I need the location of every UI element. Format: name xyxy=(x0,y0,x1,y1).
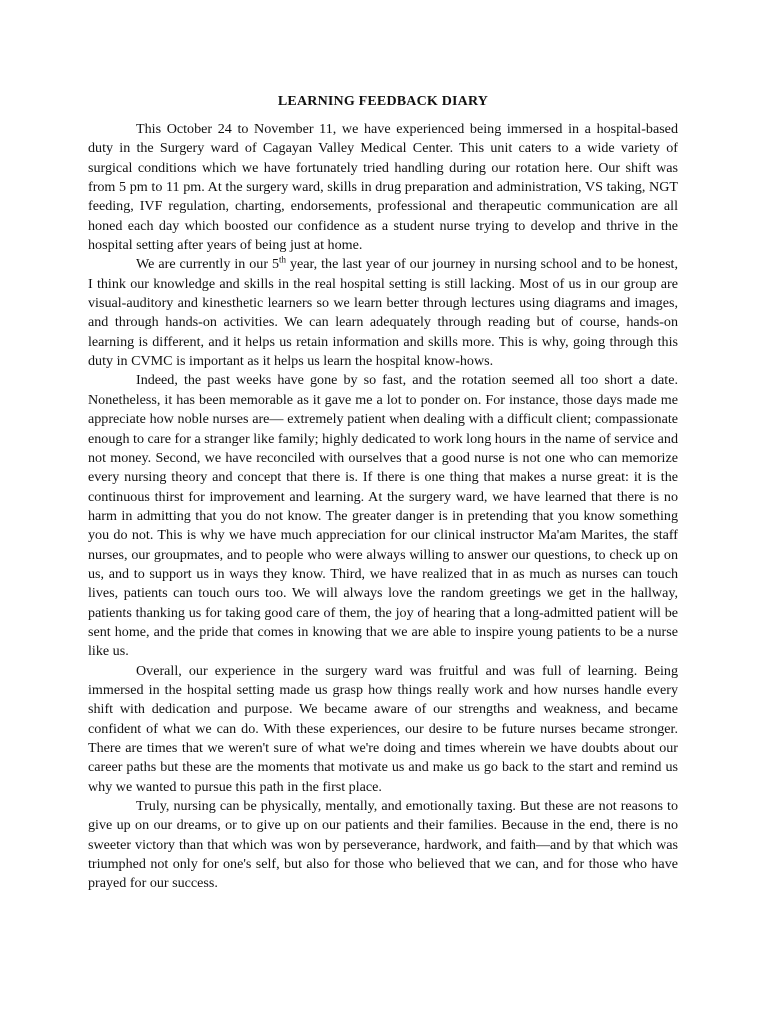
paragraph-text-segment: We are currently in our 5 xyxy=(136,256,280,273)
paragraph-current-year xyxy=(88,255,678,371)
paragraph-overall-experience: Overall, our experience in the surgery ward was fruitful and was full of learning. Being immersed in the hospital setting made us grasp how things really work and how nurses handle every shift with dedication and purpose. We became aware of our strengths and weakness, and became confident of what we can do. With these experiences, our desire to be future nurses became stronger. There are times that we weren't sure of what we're doing and times wherein we have doubts about our career paths but these are the moments that motivate us and make us go back to the start and remind us why we wanted to pursue this path in the first place. xyxy=(88,662,678,795)
paragraph-text-segment: year, the last year of our journey in nursing school and to be honest, I think our knowledge and skills in the real hospital setting is still lacking. Most of us in our group are visual-auditory and kinesthetic learners so we learn better through lectures using diagrams and images, and through hands-on activities. We can learn adequately through reading but of course, hands-on learning is different, and it helps us retain information and skills more. This is why, going through this duty in CVMC is important as it helps us learn the hospital know-hows. xyxy=(88,256,679,370)
paragraph-conclusion: Truly, nursing can be physically, mentally, and emotionally taxing. But these are not reasons to give up on our dreams, or to give up on our patients and their families. Because in the end, there is no sweeter victory than that which was won by perseverance, hardwork, and faith—and by that which was triumphed not only for one's self, but also for those who believed that we can, and for those who have prayed for our success. xyxy=(88,798,678,892)
document-page xyxy=(88,92,678,894)
paragraph-reflections: Indeed, the past weeks have gone by so fast, and the rotation seemed all too short a date. Nonetheless, it has been memorable as it gave me a lot to ponder on. For instance, those days made me appreciate how noble nurses are— extremely patient when dealing with a difficult client; compassionate enough to care for a stranger like family; highly dedicated to work long hours in the name of service and not money. Second, we have reconciled with ourselves that a good nurse is not one who can memorize every nursing theory and concept that there is. If there is one thing that makes a nurse great: it is the continuous thirst for improvement and learning. At the surgery ward, we have learned that there is no harm in admitting that you do not know. The greater danger is in pretending that you know something you do not. This is why we have much appreciation for our clinical instructor Ma'am Marites, the staff nurses, our groupmates, and to people who were always willing to answer our questions, to check up on us, and to support us in ways they know. Third, we have realized that in as much as nurses can touch lives, patients can touch ours too. We will always love the random greetings we get in the hallway, patients thanking us for taking good care of them, the joy of hearing that a long-admitted patient will be sent home, and the pride that comes in knowing that we are able to inspire young patients to be a nurse like us. xyxy=(88,372,678,660)
ordinal-superscript: th xyxy=(279,254,287,265)
document-title: LEARNING FEEDBACK DIARY xyxy=(277,94,489,109)
paragraph-duty-overview: This October 24 to November 11, we have experienced being immersed in a hospital-based duty in the Surgery ward of Cagayan Valley Medical Center. This unit caters to a wide variety of surgical conditions which we have fortunately tried handling during our rotation here. Our shift was from 5 pm to 11 pm. At the surgery ward, skills in drug preparation and administration, VS taking, NGT feeding, IVF regulation, charting, endorsements, professional and therapeutic communication are all honed each day which boosted our confidence as a student nurse trying to develop and thrive in the hospital setting after years of being just at home. xyxy=(88,121,678,254)
